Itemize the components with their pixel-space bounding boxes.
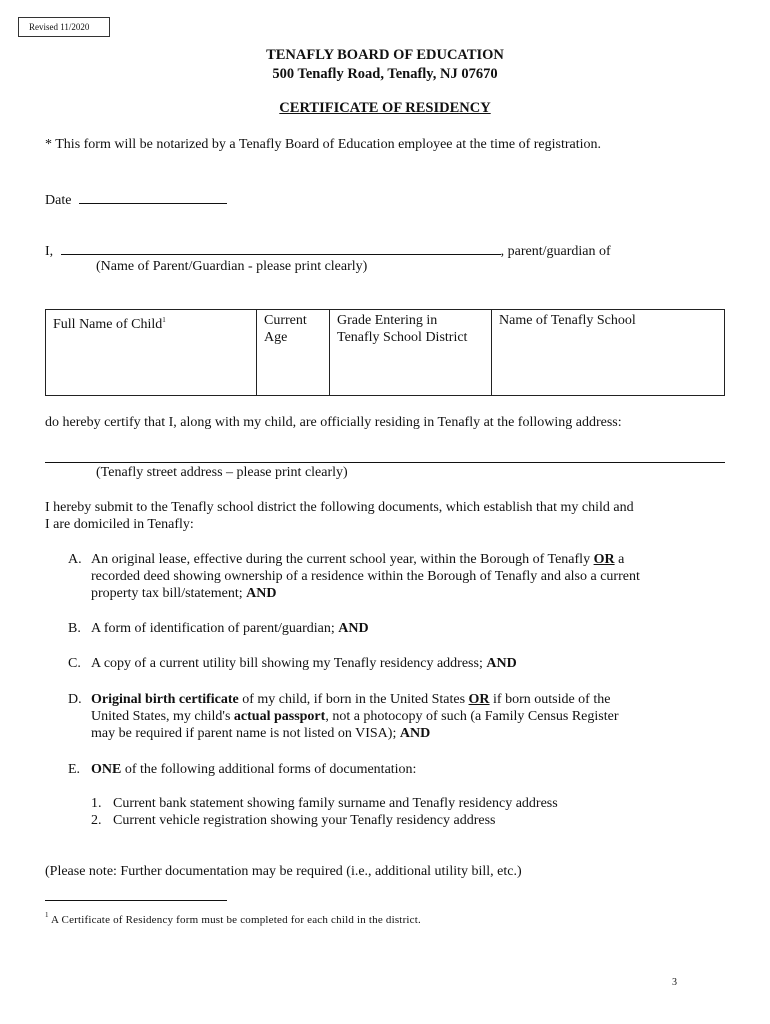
col-grade-line1: Grade Entering in bbox=[337, 313, 438, 328]
item-c-text: A copy of a current utility bill showing my Tenafly residency address; bbox=[91, 656, 483, 671]
revised-label: Revised 11/2020 bbox=[18, 17, 110, 37]
footnote-divider bbox=[45, 900, 227, 901]
notary-notice: * This form will be notarized by a Tenafly Board of Education employee at the time of registration. bbox=[45, 137, 602, 152]
col-school-label: Name of Tenafly School bbox=[499, 313, 636, 328]
parent-caption: (Name of Parent/Guardian - please print clearly) bbox=[96, 259, 368, 274]
sub-item-2-num: 2. bbox=[91, 813, 102, 828]
parent-name-field[interactable] bbox=[61, 242, 501, 255]
sub-item-2-text: Current vehicle registration showing your Tenafly residency address bbox=[113, 813, 496, 828]
item-d-bold2: actual passport bbox=[233, 709, 326, 724]
item-a bbox=[68, 551, 728, 602]
footnote-text: A Certificate of Residency form must be completed for each child in the district. bbox=[51, 914, 421, 926]
item-d-text2a: United States, my child's bbox=[91, 709, 231, 724]
sub-item-1-num: 1. bbox=[91, 796, 102, 811]
item-b-text: A form of identification of parent/guardian; bbox=[91, 621, 335, 636]
item-a-and: AND bbox=[246, 586, 277, 601]
item-d-and: AND bbox=[399, 726, 431, 741]
col-age-line2: Age bbox=[264, 330, 288, 345]
item-d bbox=[68, 691, 728, 742]
item-c-and: AND bbox=[486, 656, 517, 671]
org-name: TENAFLY BOARD OF EDUCATION bbox=[266, 47, 504, 63]
item-d-bold1: Original birth certificate bbox=[91, 692, 239, 707]
item-a-line1b: a bbox=[618, 552, 625, 567]
item-e bbox=[68, 761, 728, 778]
footnote-mark: 1 bbox=[45, 911, 49, 919]
col-full-name-label: Full Name of Child bbox=[53, 317, 163, 332]
sub-item-2 bbox=[91, 812, 495, 829]
item-a-line3: property tax bill/statement; bbox=[91, 586, 243, 601]
footnote-ref: 1 bbox=[162, 316, 166, 324]
item-e-bold: ONE bbox=[91, 762, 122, 777]
child-table bbox=[45, 309, 725, 396]
item-c bbox=[68, 655, 728, 672]
parent-prefix: I, bbox=[45, 244, 54, 259]
page-number: 3 bbox=[672, 977, 677, 988]
item-d-or: OR bbox=[468, 692, 490, 707]
org-address: 500 Tenafly Road, Tenafly, NJ 07670 bbox=[272, 66, 498, 82]
col-age-line1: Current bbox=[264, 313, 307, 328]
date-row bbox=[45, 191, 227, 209]
date-field[interactable] bbox=[79, 191, 227, 204]
footnote bbox=[45, 911, 421, 926]
date-label: Date bbox=[45, 193, 72, 208]
item-d-text1: of my child, if born in the United States bbox=[242, 692, 466, 707]
certify-statement: do hereby certify that I, along with my child, are officially residing in Tenafly at the following address: bbox=[45, 415, 622, 430]
item-a-line2: recorded deed showing ownership of a residence within the Borough of Tenafly and also a current bbox=[91, 569, 640, 584]
parent-suffix: , parent/guardian of bbox=[500, 244, 611, 259]
item-a-line1: An original lease, effective during the current school year, within the Borough of Tenafly bbox=[91, 552, 591, 567]
item-d-letter: D. bbox=[68, 692, 82, 707]
col-school[interactable] bbox=[492, 310, 725, 396]
please-note: (Please note: Further documentation may be required (i.e., additional utility bill, etc.) bbox=[45, 864, 522, 879]
item-c-letter: C. bbox=[68, 656, 81, 671]
item-b-letter: B. bbox=[68, 621, 81, 636]
col-grade-line2: Tenafly School District bbox=[337, 330, 468, 345]
item-d-text2b: , not a photocopy of such (a Family Census Register bbox=[325, 709, 619, 724]
item-a-letter: A. bbox=[68, 552, 82, 567]
item-e-text: of the following additional forms of documentation: bbox=[124, 762, 417, 777]
item-b bbox=[68, 620, 728, 637]
sub-item-1-text: Current bank statement showing family surname and Tenafly residency address bbox=[113, 796, 558, 811]
col-current-age[interactable] bbox=[257, 310, 330, 396]
item-d-text1b: if born outside of the bbox=[493, 692, 611, 707]
sub-item-1 bbox=[91, 795, 558, 812]
submit-line-2: I are domiciled in Tenafly: bbox=[45, 517, 194, 532]
item-b-and: AND bbox=[338, 621, 369, 636]
address-caption: (Tenafly street address – please print clearly) bbox=[96, 465, 348, 480]
page-title: CERTIFICATE OF RESIDENCY bbox=[279, 100, 491, 116]
address-field[interactable] bbox=[45, 462, 725, 463]
item-a-or: OR bbox=[593, 552, 615, 567]
col-grade[interactable] bbox=[330, 310, 492, 396]
item-e-letter: E. bbox=[68, 762, 81, 777]
item-d-text3: may be required if parent name is not listed on VISA); bbox=[91, 726, 397, 741]
parent-row bbox=[45, 242, 611, 260]
col-full-name[interactable] bbox=[46, 310, 257, 396]
submit-line-1: I hereby submit to the Tenafly school district the following documents, which establish that my child and bbox=[45, 500, 634, 515]
